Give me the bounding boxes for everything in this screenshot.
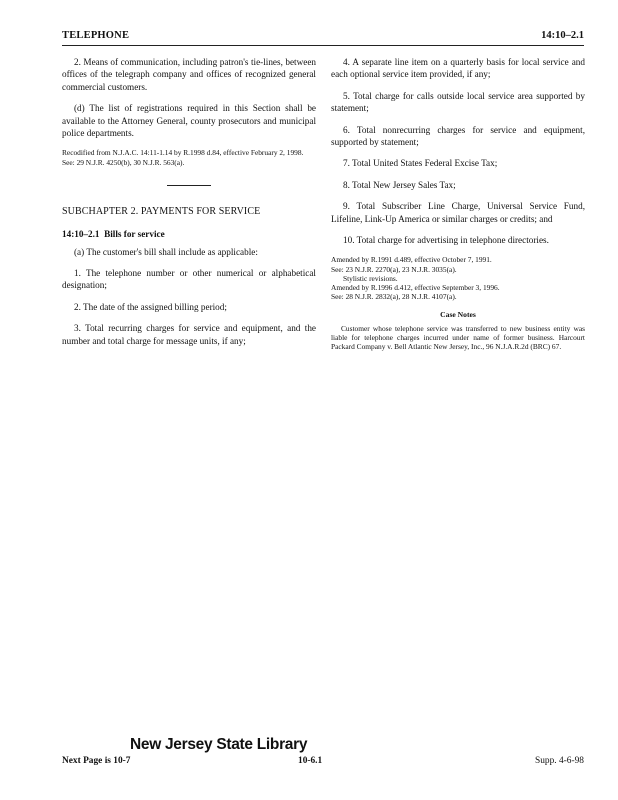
list-item-3: 3. Total recurring charges for service and equipment, and the number and total charge for message units, if any; [62,323,316,346]
right-column [331,56,585,352]
list-item-10: 10. Total charge for advertising in telephone directories. [343,235,549,246]
amendment-note-4: Amended by R.1996 d.412, effective September 3, 1996. [331,283,500,293]
section-heading [62,228,316,240]
page-number: 10-6.1 [298,756,323,766]
library-stamp: New Jersey State Library [130,736,308,753]
source-note-2: See: 29 N.J.R. 4250(b), 30 N.J.R. 563(a). [62,157,185,167]
header-section-number: 14:10–2.1 [541,30,584,41]
next-page-note: Next Page is 10-7 [62,756,131,766]
list-item-7: 7. Total United States Federal Excise Tax; [343,158,498,169]
section-title: Bills for service [104,229,165,240]
supplement-date: Supp. 4-6-98 [535,756,584,766]
case-notes-heading: Case Notes [440,310,476,320]
list-item-1: 1. The telephone number or other numerical or alphabetical designation; [62,268,316,291]
paragraph-d: (d) The list of registrations required in this Section shall be available to the Attorney General, county prosecutors and municipal police departments. [62,103,316,139]
section-divider [167,185,211,186]
list-item-5: 5. Total charge for calls outside local service area supported by statement; [331,90,585,114]
left-column [62,56,316,356]
header-title: TELEPHONE [62,30,130,41]
amendment-note-5: See: 28 N.J.R. 2832(a), 28 N.J.R. 4107(a). [331,292,457,302]
subchapter-heading: SUBCHAPTER 2. PAYMENTS FOR SERVICE [62,205,261,217]
case-note: Customer whose telephone service was transferred to new business entity was liable for telephone charges incurred under name of former business. Harcourt Packard Company v. Bell Atlantic New Jersey, Inc., 96 N.J.A.R.2d (BRC) 67. [331,323,585,352]
amendment-note-1: Amended by R.1991 d.489, effective October 7, 1991. [331,255,492,265]
list-item-8: 8. Total New Jersey Sales Tax; [343,179,456,190]
list-item-9: 9. Total Subscriber Line Charge, Universal Service Fund, Lifeline, Link-Up America or similar charges or credits; and [331,201,585,224]
list-item-4: 4. A separate line item on a quarterly basis for local service and each optional service item provided, if any; [331,57,585,80]
amendment-note-3: Stylistic revisions. [343,273,398,283]
list-item-2: 2. The date of the assigned billing period; [74,301,227,312]
running-header [62,30,584,44]
header-rule [62,45,584,46]
list-item-6: 6. Total nonrecurring charges for service and equipment, supported by statement; [331,124,585,148]
paragraph-a: (a) The customer's bill shall include as applicable: [74,246,258,257]
source-note-1: Recodified from N.J.A.C. 14:11-1.14 by R.1998 d.84, effective February 2, 1998. [62,148,304,158]
section-number: 14:10–2.1 [62,229,100,240]
amendment-note-2: See: 23 N.J.R. 2270(a), 23 N.J.R. 3035(a). [331,264,457,274]
item-2-paragraph: 2. Means of communication, including patron's tie-lines, between offices of the telegraph company and offices of recognized general commercial customers. [62,57,316,92]
